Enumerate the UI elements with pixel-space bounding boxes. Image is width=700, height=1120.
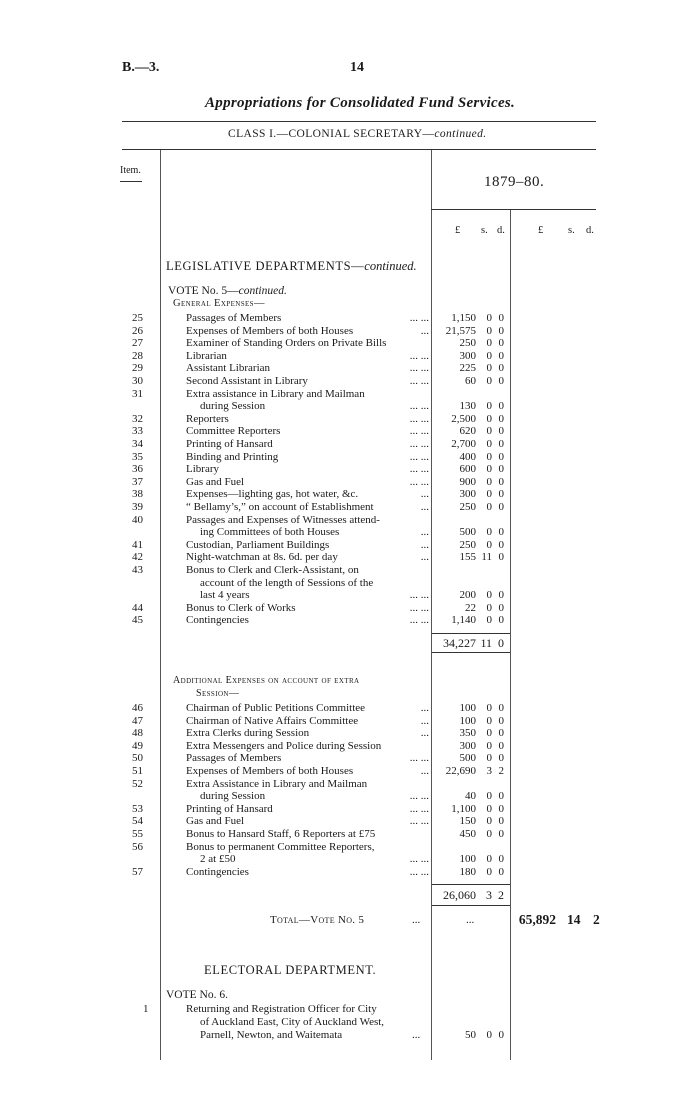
- item-number: 46: [132, 702, 143, 714]
- table-row: 48 Extra Clerks during Session 350 0 0 ...: [132, 727, 504, 740]
- table-row: 49 Extra Messengers and Police during Session 300 0 0: [132, 739, 504, 752]
- item-description: Printing of Hansard: [186, 802, 273, 815]
- item-description: Bonus to permanent Committee Reporters,: [186, 840, 375, 853]
- leader-dots: ...: [420, 501, 429, 513]
- item-number: 54: [132, 815, 143, 828]
- leader-dots: ... ...: [409, 400, 429, 413]
- item-description: Bonus to Clerk of Works: [186, 601, 296, 614]
- table-row: 25 Passages of Members 1,150 0 0 ... ...: [132, 312, 504, 324]
- leader-dots: ...: [420, 324, 429, 337]
- item-description: 2 at £50: [200, 853, 236, 866]
- item-description: Examiner of Standing Orders on Private Bills: [186, 337, 387, 350]
- grand-total-pence: 2: [593, 912, 600, 927]
- item-description: Custodian, Parliament Buildings: [186, 538, 330, 551]
- item-number: 49: [132, 739, 143, 752]
- item-number: 30: [132, 375, 143, 387]
- electoral-department-heading: ELECTORAL DEPARTMENT.: [204, 963, 377, 977]
- grand-total-pounds: 65,892: [518, 912, 556, 927]
- table-row: 36 Library 600 0 0 ... ...: [132, 463, 504, 476]
- electoral-line-2: of Auckland East, City of Auckland West,: [200, 1016, 385, 1028]
- item-description: Extra Messengers and Police during Session: [186, 739, 382, 752]
- vote-6-heading: VOTE No. 6.: [166, 989, 228, 1001]
- item-number: 57: [132, 865, 143, 878]
- table-row: [0, 514, 700, 526]
- item-column-label: Item.: [120, 165, 141, 176]
- leader-dots: ... ...: [409, 790, 429, 803]
- table-row: 28 Librarian 300 0 0 ... ...: [132, 349, 504, 362]
- electoral-line-1: Returning and Registration Officer for City: [186, 1003, 377, 1015]
- item-description: Assistant Librarian: [186, 362, 271, 375]
- currency-pounds-2: £: [538, 225, 544, 236]
- class-subtitle: CLASS I.—COLONIAL SECRETARY—continued.: [228, 128, 487, 140]
- item-number: 55: [132, 828, 143, 840]
- table-row: 57 Contingencies 180 0 0 ... ...: [132, 865, 504, 878]
- leader-dots: ... ...: [409, 752, 429, 765]
- item-description: Binding and Printing: [186, 450, 279, 463]
- currency-shillings-1: s.: [481, 225, 488, 236]
- table-row: 42 Night-watchman at 8s. 6d. per day 155 11 0 ...: [132, 551, 504, 564]
- leader-dots: ...: [420, 551, 429, 564]
- additional-expenses-heading: Additional Expenses on account of extra: [173, 675, 360, 686]
- item-number: 44: [132, 601, 143, 614]
- table-row: 39 “ Bellamy’s,” on account of Establishment 250 0 0 ...: [132, 501, 504, 513]
- page-title: Appropriations for Consolidated Fund Services.: [205, 95, 516, 111]
- total-col1-dots: ...: [466, 914, 475, 926]
- table-row: 29 Assistant Librarian 225 0 0 ... ...: [132, 362, 504, 375]
- total-vote-5-label: Total—Vote No. 5: [270, 914, 365, 926]
- table-row: 32 Reporters 2,500 0 0 ... ...: [132, 412, 504, 425]
- item-description: account of the length of Sessions of the: [200, 576, 374, 589]
- item-number: 35: [132, 450, 143, 463]
- table-row: [0, 388, 700, 400]
- leader-dots: ...: [420, 488, 429, 501]
- item-description: Reporters: [186, 412, 229, 425]
- item-description: Contingencies: [186, 865, 249, 878]
- item-description: Bonus to Hansard Staff, 6 Reporters at £75: [186, 828, 376, 840]
- item-number: 39: [132, 501, 143, 513]
- item-description: Library: [186, 463, 219, 476]
- vote-5-heading: VOTE No. 5—continued.: [168, 285, 287, 297]
- table-row: 50 Passages of Members 500 0 0 ... ...: [132, 752, 504, 765]
- leader-dots: ...: [420, 526, 429, 539]
- item-description: Printing of Hansard: [186, 438, 273, 450]
- item-number: 47: [132, 714, 143, 727]
- leader-dots: ... ...: [409, 589, 429, 602]
- table-row: 44 Bonus to Clerk of Works 22 0 0 ... ...: [132, 601, 504, 614]
- table-row: [0, 778, 700, 790]
- table-row: 41 Custodian, Parliament Buildings 250 0 0 ...: [132, 538, 504, 551]
- electoral-dots: ...: [412, 1029, 421, 1041]
- item-number: 42: [132, 551, 143, 564]
- leader-dots: ... ...: [409, 412, 429, 425]
- leader-dots: ...: [420, 702, 429, 714]
- item-description: Extra Clerks during Session: [186, 727, 310, 740]
- table-row: 38 Expenses—lighting gas, hot water, &c. 300 0 0 ...: [132, 488, 504, 501]
- item-number: 28: [132, 349, 143, 362]
- electoral-line-3: Parnell, Newton, and Waitemata: [200, 1029, 343, 1041]
- leader-dots: ... ...: [409, 853, 429, 866]
- table-row: [0, 841, 700, 853]
- title-rule: [122, 121, 596, 122]
- page-number: 14: [350, 60, 364, 75]
- table-top-rule: [122, 149, 596, 150]
- item-description: Passages and Expenses of Witnesses attend-: [186, 513, 380, 526]
- currency-pence-1: d.: [497, 225, 505, 236]
- table-row: 47 Chairman of Native Affairs Committee 100 0 0 ...: [132, 714, 504, 727]
- leader-dots: ...: [420, 727, 429, 740]
- leader-dots: ...: [420, 765, 429, 777]
- table-row: 46 Chairman of Public Petitions Committee 100 0 0 ...: [132, 702, 504, 714]
- item-label-rule: [120, 181, 142, 182]
- currency-pounds-1: £: [455, 225, 461, 236]
- item-number: 36: [132, 463, 143, 476]
- general-expenses-heading: General Expenses—: [173, 298, 265, 309]
- currency-pence-2: d.: [586, 225, 594, 236]
- leader-dots: ... ...: [409, 475, 429, 488]
- item-number: 25: [132, 312, 143, 324]
- table-row: 27 Examiner of Standing Orders on Private Bills 250 0 0: [132, 337, 504, 350]
- table-row: 2 at £50 100 0 0 ... ...: [200, 853, 504, 866]
- table-row: 53 Printing of Hansard 1,100 0 0 ... ...: [132, 802, 504, 815]
- leader-dots: ...: [420, 538, 429, 551]
- leader-dots: ... ...: [409, 349, 429, 362]
- item-description: Expenses—lighting gas, hot water, &c.: [186, 488, 359, 501]
- item-number: 27: [132, 337, 143, 350]
- item-number: 34: [132, 438, 143, 450]
- item-number: 31: [132, 387, 143, 400]
- table-row: 55 Bonus to Hansard Staff, 6 Reporters at £75 450 0 0: [132, 828, 504, 840]
- subtotal-2-rule: [432, 884, 510, 885]
- table-row: 30 Second Assistant in Library 60 0 0 ... ...: [132, 375, 504, 387]
- table-row: ing Committees of both Houses 500 0 0 ...: [200, 526, 504, 539]
- leader-dots: ... ...: [409, 815, 429, 828]
- grand-total-shillings: 14: [567, 912, 581, 927]
- leader-dots: ... ...: [409, 802, 429, 815]
- electoral-item-number: 1: [143, 1003, 149, 1015]
- item-description: Night-watchman at 8s. 6d. per day: [186, 551, 338, 564]
- item-number: 32: [132, 412, 143, 425]
- table-row: 33 Committee Reporters 620 0 0 ... ...: [132, 425, 504, 438]
- leader-dots: ... ...: [409, 463, 429, 476]
- leader-dots: ... ...: [409, 614, 429, 627]
- item-description: Librarian: [186, 349, 227, 362]
- table-row: 54 Gas and Fuel 150 0 0 ... ...: [132, 815, 504, 828]
- subtotal-1-rule-bottom: [432, 652, 510, 653]
- item-description: Passages of Members: [186, 312, 282, 324]
- item-description: during Session: [200, 790, 266, 803]
- item-number: 38: [132, 488, 143, 501]
- item-number: 41: [132, 538, 143, 551]
- item-number: 29: [132, 362, 143, 375]
- item-description: Extra assistance in Library and Mailman: [186, 387, 365, 400]
- page-reference: B.—3.: [122, 60, 160, 75]
- item-number: 40: [132, 513, 143, 526]
- item-number: 45: [132, 614, 143, 627]
- subtotal-1-rule: [432, 633, 510, 634]
- table-row: [0, 577, 700, 589]
- leader-dots: ... ...: [409, 865, 429, 878]
- table-row: 26 Expenses of Members of both Houses 21,575 0 0 ...: [132, 324, 504, 337]
- total-dots: ...: [412, 914, 421, 926]
- item-number: 51: [132, 765, 143, 777]
- item-number: 56: [132, 840, 143, 853]
- leader-dots: ... ...: [409, 425, 429, 438]
- year-heading: 1879–80.: [484, 174, 545, 190]
- table-row: 51 Expenses of Members of both Houses 22,690 3 2 ...: [132, 765, 504, 777]
- item-number: 48: [132, 727, 143, 740]
- leader-dots: ... ...: [409, 450, 429, 463]
- item-description: last 4 years: [200, 589, 250, 602]
- section-legislative-heading: LEGISLATIVE DEPARTMENTS—continued.: [166, 259, 417, 273]
- item-description: Expenses of Members of both Houses: [186, 324, 354, 337]
- item-description: Expenses of Members of both Houses: [186, 765, 354, 777]
- item-number: 33: [132, 425, 143, 438]
- leader-dots: ... ...: [409, 438, 429, 450]
- item-description: Extra Assistance in Library and Mailman: [186, 777, 368, 790]
- item-number: 43: [132, 564, 143, 576]
- item-number: 26: [132, 324, 143, 337]
- subtotal-2: 26,060 3 2: [443, 888, 504, 902]
- table-row: during Session 130 0 0 ... ...: [200, 400, 504, 413]
- item-description: Bonus to Clerk and Clerk-Assistant, on: [186, 564, 359, 576]
- leader-dots: ... ...: [409, 312, 429, 324]
- item-description: Committee Reporters: [186, 425, 281, 438]
- table-row: during Session 40 0 0 ... ...: [200, 790, 504, 803]
- item-description: during Session: [200, 400, 266, 413]
- leader-dots: ... ...: [409, 601, 429, 614]
- item-description: Contingencies: [186, 614, 249, 627]
- leader-dots: ...: [420, 714, 429, 727]
- table-row: 34 Printing of Hansard 2,700 0 0 ... ...: [132, 438, 504, 450]
- item-description: Gas and Fuel: [186, 815, 245, 828]
- additional-expenses-heading-cont: Session—: [196, 688, 240, 699]
- item-description: Chairman of Native Affairs Committee: [186, 714, 359, 727]
- item-number: 52: [132, 777, 143, 790]
- subtotal-2-rule-bottom: [432, 905, 510, 906]
- leader-dots: ... ...: [409, 375, 429, 387]
- table-row: 45 Contingencies 1,140 0 0 ... ...: [132, 614, 504, 627]
- item-number: 37: [132, 475, 143, 488]
- subtotal-1: 34,227 11 0: [443, 636, 504, 650]
- item-number: 53: [132, 802, 143, 815]
- item-description: Second Assistant in Library: [186, 375, 308, 387]
- electoral-amount: 50 0 0: [465, 1029, 504, 1041]
- item-description: Chairman of Public Petitions Committee: [186, 702, 366, 714]
- item-description: Passages of Members: [186, 752, 282, 765]
- table-row: 37 Gas and Fuel 900 0 0 ... ...: [132, 475, 504, 488]
- item-description: Gas and Fuel: [186, 475, 245, 488]
- item-description: ing Committees of both Houses: [200, 526, 340, 539]
- item-description: “ Bellamy’s,” on account of Establishment: [186, 501, 374, 513]
- table-row: 35 Binding and Printing 400 0 0 ... ...: [132, 450, 504, 463]
- table-row: last 4 years 200 0 0 ... ...: [200, 589, 504, 602]
- currency-shillings-2: s.: [568, 225, 575, 236]
- table-row: [0, 564, 700, 576]
- year-rule: [431, 209, 596, 210]
- leader-dots: ... ...: [409, 362, 429, 375]
- item-number: 50: [132, 752, 143, 765]
